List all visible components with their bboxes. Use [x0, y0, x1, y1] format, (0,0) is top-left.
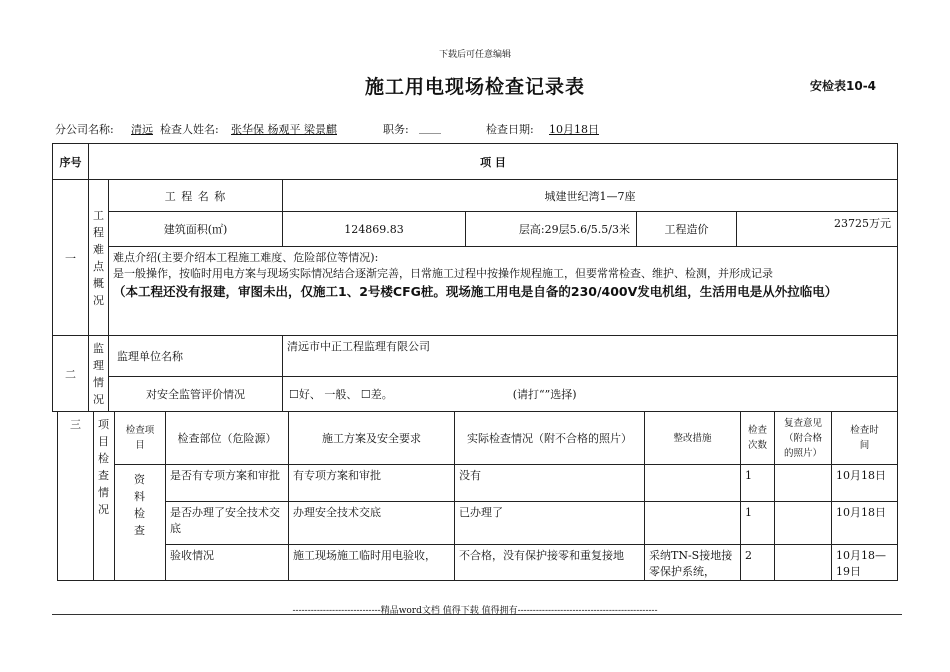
row-1-plan: 有专项方案和审批: [288, 464, 455, 502]
col-fix: 整改措施: [644, 411, 741, 465]
row-3-plan: 施工现场施工临时用电验收，: [288, 544, 455, 581]
row-1-times: 1: [740, 464, 775, 502]
col-check-item: 检查项目: [114, 411, 166, 465]
item-header: 项 目: [88, 143, 898, 180]
eval-hint: (请打“”选择): [512, 388, 577, 401]
eval-options-row: [282, 376, 898, 412]
section-2-label: [88, 335, 109, 412]
supervisor-unit-label: 监理单位名称: [108, 335, 283, 377]
project-name-value: 城建世纪湾1—7座: [282, 179, 898, 212]
row-2-time: 10月18日: [831, 501, 898, 545]
col-location: 检查部位（危险源）: [165, 411, 289, 465]
col-actual: 实际检查情况（附不合格的照片）: [454, 411, 645, 465]
section-3-label: [93, 411, 115, 581]
row-3-fix: 采纳TN-S接地接零保护系统，: [644, 544, 741, 581]
cost-value: 23725万元: [736, 211, 898, 247]
col-time: 检查时间: [831, 411, 898, 465]
col-plan: 施工方案及安全要求: [288, 411, 455, 465]
form-number: 安检表10-4: [810, 79, 877, 93]
supervisor-unit-value: 清远市中正工程监理有限公司: [282, 335, 898, 377]
col-review: 复查意见（附合格的照片）: [774, 411, 832, 465]
date-label: 检查日期:: [486, 123, 534, 136]
row-3-time: 10月18—19日: [831, 544, 898, 581]
company-value: 清远: [131, 123, 153, 136]
row-2-actual: 已办理了: [454, 501, 645, 545]
row-1-fix: [644, 464, 741, 502]
section-3-label-text: 项目检查情况: [98, 418, 109, 516]
intro-text: 是一般操作，按临时用电方案与现场实际情况结合逐渐完善，日常施工过程中按操作规程施工，但要常常检查、维护、检测，并形成记录: [113, 267, 773, 280]
intro-bold-note: （本工程还没有报建，审图未出，仅施工1、2号楼CFG桩。现场施工用电是自备的230/400V发电机组，生活用电是从外拉临电）: [113, 284, 838, 299]
position-value: ____: [419, 121, 441, 134]
section-1-label-text: 工程难点概况: [93, 208, 104, 307]
position-label: 职务:: [383, 123, 409, 136]
col-times: 检查次数: [740, 411, 775, 465]
row-3-actual: 不合格，没有保护接零和重复接地: [454, 544, 645, 581]
eval-options[interactable]: ☐好、 一般、 ☐差。: [289, 388, 393, 401]
row-1-time: 10月18日: [831, 464, 898, 502]
section-2-number: 二: [52, 335, 89, 412]
project-name-label: 工 程 名 称: [108, 179, 283, 212]
eval-label: 对安全监管评价情况: [108, 376, 283, 412]
row-3-times: 2: [740, 544, 775, 581]
page-title: 施工用电现场检查记录表: [364, 76, 585, 98]
row-1-actual: 没有: [454, 464, 645, 502]
row-2-review: [774, 501, 832, 545]
floors-value: 层高:29层5.6/5.5/3米: [465, 211, 637, 247]
cost-label: 工程造价: [636, 211, 737, 247]
intro-title: 难点介绍(主要介绍本工程施工难度、危险部位等情况):: [113, 251, 379, 264]
row-2-location: 是否办理了安全技术交底: [165, 501, 289, 545]
row-1-review: [774, 464, 832, 502]
row-3-review: [774, 544, 832, 581]
row-2-fix: [644, 501, 741, 545]
row-2-plan: 办理安全技术交底: [288, 501, 455, 545]
inspector-names: 张华保 杨观平 梁景麒: [231, 123, 337, 136]
section-3-number: 三: [57, 411, 94, 581]
difficulty-intro: [108, 246, 898, 336]
section-1-number: 一: [52, 179, 89, 336]
date-value: 10月18日: [549, 123, 599, 136]
seq-header: 序号: [52, 143, 89, 180]
row-3-location: 验收情况: [165, 544, 289, 581]
area-label: 建筑面积(㎡): [108, 211, 283, 247]
section-2-label-text: 监理情况: [93, 341, 104, 406]
section-1-label: [88, 179, 109, 336]
footer-text: -----------------------------精品word文档 值得下载 值得拥有----------------------------------------------: [292, 606, 658, 616]
row-1-location: 是否有专项方案和审批: [165, 464, 289, 502]
row-2-times: 1: [740, 501, 775, 545]
inspector-label: 检查人姓名:: [160, 123, 219, 136]
top-note: 下载后可任意编辑: [438, 50, 511, 60]
company-label: 分公司名称:: [55, 123, 114, 136]
group-data-check: [114, 464, 166, 581]
area-value: 124869.83: [282, 211, 466, 247]
group-data-check-text: 资料检查: [134, 473, 145, 537]
